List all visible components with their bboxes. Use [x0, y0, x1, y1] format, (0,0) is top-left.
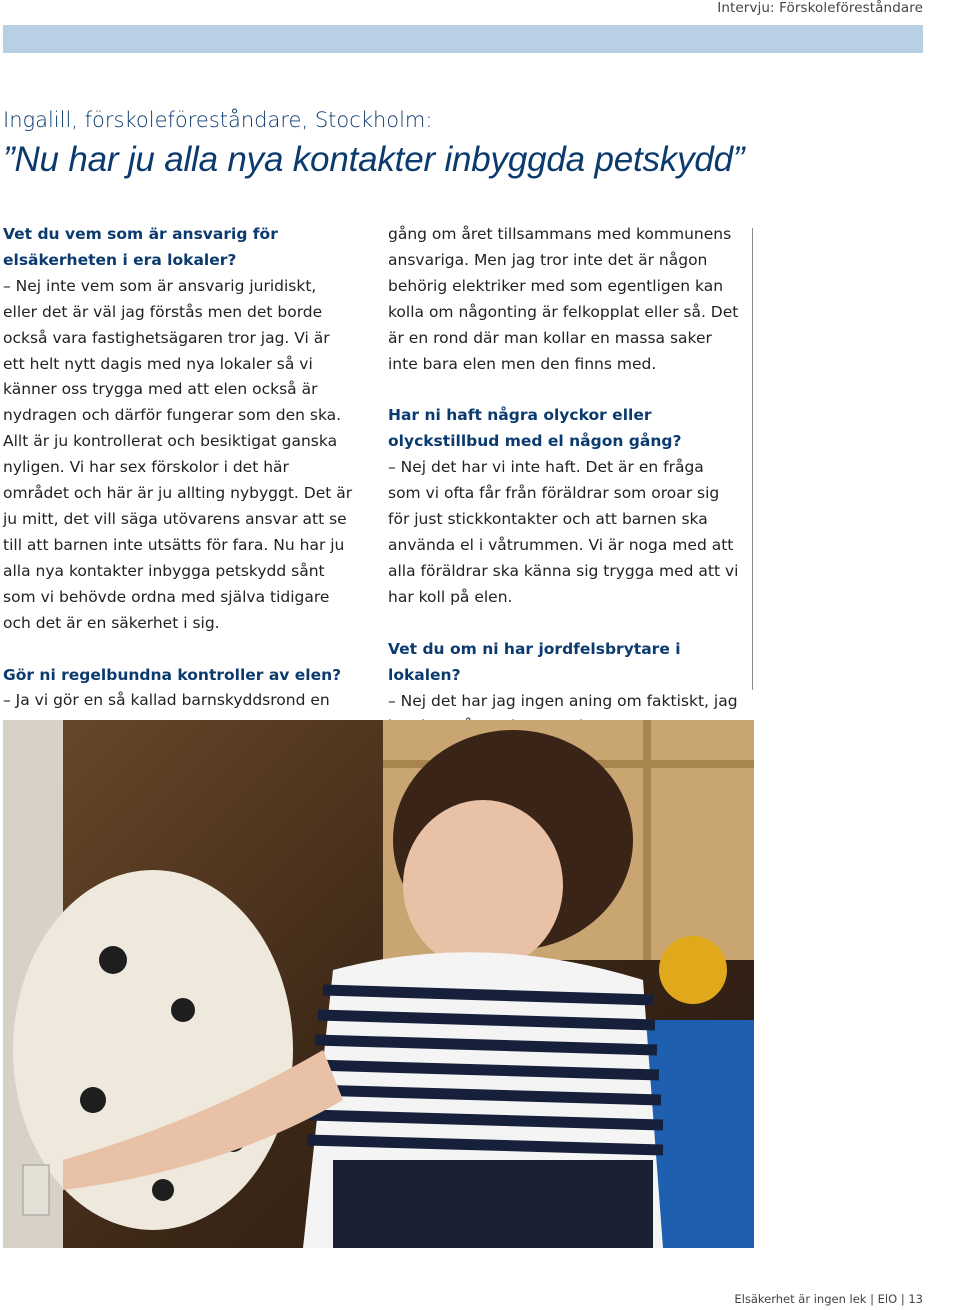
- right-column: [388, 222, 740, 740]
- page-number: 13: [908, 1292, 923, 1306]
- question-1: Vet du vem som är ansvarig för elsäkerheten i era lokaler?: [3, 225, 278, 269]
- question-4: Vet du om ni har jordfelsbrytare i lokalen?: [388, 639, 681, 684]
- answer-4: – Nej det har jag ingen aning om faktiskt, jag: [388, 691, 738, 710]
- photo-child-at-socket: [3, 720, 754, 1248]
- article-headline: ”Nu har ju alla nya kontakter inbyggda petskydd”: [3, 140, 745, 179]
- article-kicker: Ingalill, förskoleföreståndare, Stockholm:: [3, 108, 433, 132]
- footer-publisher: ElO: [877, 1292, 898, 1306]
- answer-3: – Nej det har vi inte haft. Det är en fråga som vi ofta får från föräldrar som oroar sig för just stickkontakter och att barnen ska använda el i våtrummen. Vi är noga med att alla föräldrar ska känna sig trygga med att vi har koll på elen.: [388, 458, 739, 606]
- page-footer: Elsäkerhet är ingen lek | ElO | 13: [734, 1292, 923, 1306]
- header-band: [3, 25, 923, 53]
- striped-shirt: [303, 952, 663, 1248]
- left-column: [3, 222, 355, 714]
- footer-title: Elsäkerhet är ingen lek: [734, 1292, 867, 1306]
- photo-illustration: [3, 720, 754, 1248]
- column-rule: [752, 228, 753, 690]
- running-head: Intervju: Förskoleföreståndare: [717, 0, 923, 16]
- question-3: Har ni haft några olyckor eller olyckstillbud med el någon gång?: [388, 406, 682, 451]
- question-2: Gör ni regelbundna kontroller av elen?: [3, 665, 342, 684]
- answer-2-start: – Ja vi gör en så kallad barnskyddsrond en: [3, 691, 330, 710]
- answer-2-continued: gång om året tillsammans med kommunens ansvariga. Men jag tror inte det är någon behörig elektriker med som egentligen kan kolla om någonting är felkopplat eller så. Det är en rond där man kollar en massa saker inte bara elen men den finns med.: [388, 225, 739, 373]
- answer-1: – Nej inte vem som är ansvarig juridiskt, eller det är väl jag förstås men det borde också vara fastighetsägaren tror jag. Vi är ett helt nytt dagis med nya lokaler så vi känner oss trygga med att elen också är nydragen och därför fungerar som den ska. Allt är ju kontrollerat och besiktigat ganska nyligen. Vi har sex förskolor i det här området och här är ju allting nybyggt. Det är ju mitt, det vill säga utövarens ansvar att se till att barnen inte utsätts för fara. Nu har ju alla nya kontakter inbygga petskydd sånt som vi behövde ordna med själva tidigare och det är en säkerhet i sig.: [3, 276, 353, 632]
